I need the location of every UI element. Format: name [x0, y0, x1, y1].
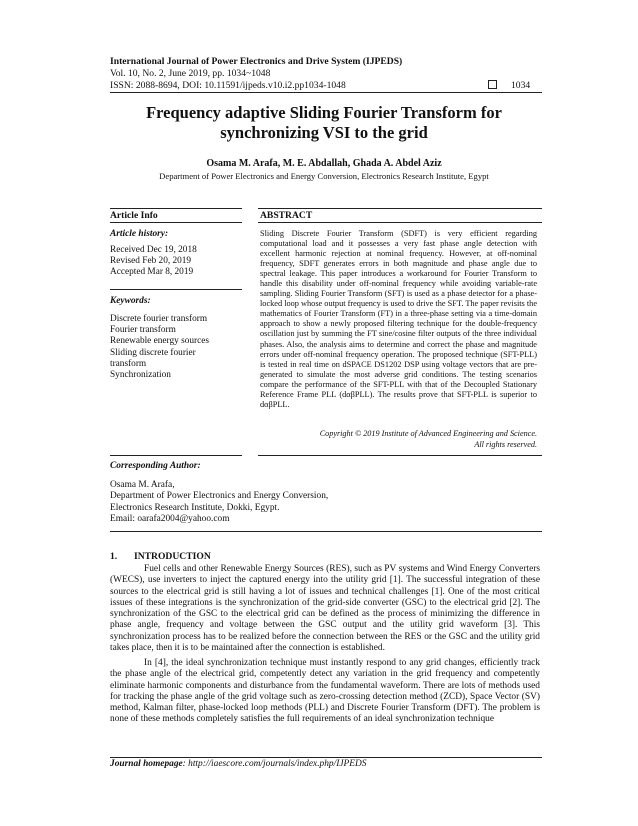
page-number-block: [488, 80, 530, 91]
square-icon: [488, 80, 497, 89]
keyword-item: transform: [110, 358, 147, 369]
author-name: Osama M. Arafa,: [110, 480, 175, 490]
abstract-heading: ABSTRACT: [260, 210, 313, 221]
intro-paragraph-2: [110, 658, 540, 726]
keywords-label: Keywords:: [110, 296, 151, 306]
keyword-item: Fourier transform: [110, 325, 176, 336]
homepage-url[interactable]: : http://iaescore.com/journals/index.php/IJPEDS: [182, 759, 367, 769]
authors: Osama M. Arafa, M. E. Abdallah, Ghada A. Abdel Aziz: [206, 158, 442, 169]
keywords-list: [110, 314, 209, 381]
title-line: Frequency adaptive Sliding Fourier Transform for: [146, 103, 502, 122]
issn-doi: ISSN: 2088-8694, DOI: 10.11591/ijpeds.v10.i2.pp1034-1048: [110, 80, 346, 91]
author-institute: Electronics Research Institute, Dokki, Egypt.: [110, 502, 280, 513]
abstract-bottom-rule: [258, 455, 542, 456]
paper-title: [100, 103, 548, 143]
affiliation: Department of Power Electronics and Energy Conversion, Electronics Research Institute, Egypt: [159, 171, 489, 181]
article-history: [110, 245, 197, 279]
keyword-item: Synchronization: [110, 370, 171, 381]
volume-info: Vol. 10, No. 2, June 2019, pp. 1034~1048: [110, 68, 271, 79]
author-department: Department of Power Electronics and Energy Conversion,: [110, 491, 329, 502]
copyright: [260, 429, 537, 450]
abstract-top-rule: [258, 208, 542, 209]
page-number: 1034: [511, 80, 531, 91]
article-history-label: Article history:: [110, 229, 169, 239]
info-heading-rule: [110, 222, 242, 223]
revised-date: Revised Feb 20, 2019: [110, 256, 192, 267]
keyword-item: Sliding discrete fourier: [110, 347, 196, 358]
info-top-rule: [110, 208, 242, 209]
title-line: synchronizing VSI to the grid: [220, 123, 428, 142]
header-rule: [110, 92, 542, 93]
copyright-line: Copyright © 2019 Institute of Advanced Engineering and Science.: [319, 429, 537, 438]
corresponding-author-label: Corresponding Author:: [110, 461, 201, 471]
keyword-item: Discrete fourier transform: [110, 314, 208, 324]
article-info-heading: Article Info: [110, 210, 158, 221]
received-date: Received Dec 19, 2018: [110, 245, 197, 255]
journal-homepage: [110, 759, 366, 769]
journal-name: International Journal of Power Electronics and Drive System (IJPEDS): [110, 56, 403, 67]
abstract-heading-rule: [258, 222, 542, 223]
corresponding-rule: [110, 531, 542, 532]
paragraph-text: In [4], the ideal synchronization technique must instantly respond to any grid changes, efficiently track the phase angle of the electrical grid, competently detect any variation in the grid frequency and competently eliminate harmonic components and disturbance from the fundamental waveform. There are lots of methods used for tracking the phase angle of the grid voltage such as zero-crossing detection method (ZCD), Space Vector (SV) method, Kalman filter, phase-locked loop methods (PLL) and Discrete Fourier Transform (DFT). The problem is none of these methods completely satisfies the full requirements of an ideal synchronization technique: [110, 658, 540, 725]
copyright-line: All rights reserved.: [474, 439, 537, 449]
paragraph-text: Fuel cells and other Renewable Energy Sources (RES), such as PV systems and Wind Energy Converters (WECS), use inverters to inject the captured energy into the utility grid [1]. The successful integration of these sources to the electrical grid is still having a lot of issues and technical challenges [1]. One of the most critical issues of these integrations is the synchronization of the grid-side converter (GSC) to the electrical grid [2]. The synchronization of the GSC to the electrical grid can be defined as the process of minimizing the difference in phase angle, frequency and voltage between the GSC output and the utility grid waveform [3]. This synchronization process has to be realized before the connection between the RES or the GSC and the utility grid takes place, then it is to be maintained after the connection is established.: [110, 564, 540, 654]
abstract-text: Sliding Discrete Fourier Transform (SDFT) is very efficient regarding computational load and it possesses a very fast phase angle detection with excellent harmonic rejection at nominal frequency. However, at off-nominal frequency, SDFT generates errors in both magnitude and phase angle due to spectral leakage. This paper introduces a workaround for Fourier Transform to handle this disability under off-nominal frequency while avoiding variable-rate sampling. Sliding Fourier Transform (SFT) is used as a phase detector for a phase-locked loop whose output frequency is used to drive the SFT. The paper revisits the mathematics of Fourier Transform (FT) in a three-phase setting via a time-domain approach to show a newly proposed filtering technique for the double-frequency oscillation just by summing the FT sine/cosine filter outputs of the three individual phases. Also, the analysis aims to determine and correct the phase and magnitude errors under off-nominal frequency operation. The proposed technique (SFT-PLL) is tested in real time on dSPACE DS1202 DSP using voltage vectors that are pre-generated to simulate the most adverse grid conditions. The testing scenarios compare the performance of the SFT-PLL with that of the Decoupled Stationary Reference Frame PLL (dαβPLL). The results prove that SFT-PLL is superior to dαβPLL.: [260, 229, 537, 409]
intro-paragraph-1: [110, 564, 540, 654]
accepted-date: Accepted Mar 8, 2019: [110, 267, 194, 278]
homepage-label: Journal homepage: [110, 759, 183, 769]
section-heading-introduction: 1. INTRODUCTION: [110, 551, 211, 562]
info-bottom-rule: [110, 455, 242, 456]
corresponding-author-details: [110, 480, 328, 525]
author-email: Email: oarafa2004@yahoo.com: [110, 513, 230, 524]
footer-rule: [110, 757, 542, 758]
history-rule: [110, 289, 242, 290]
keyword-item: Renewable energy sources: [110, 336, 209, 347]
